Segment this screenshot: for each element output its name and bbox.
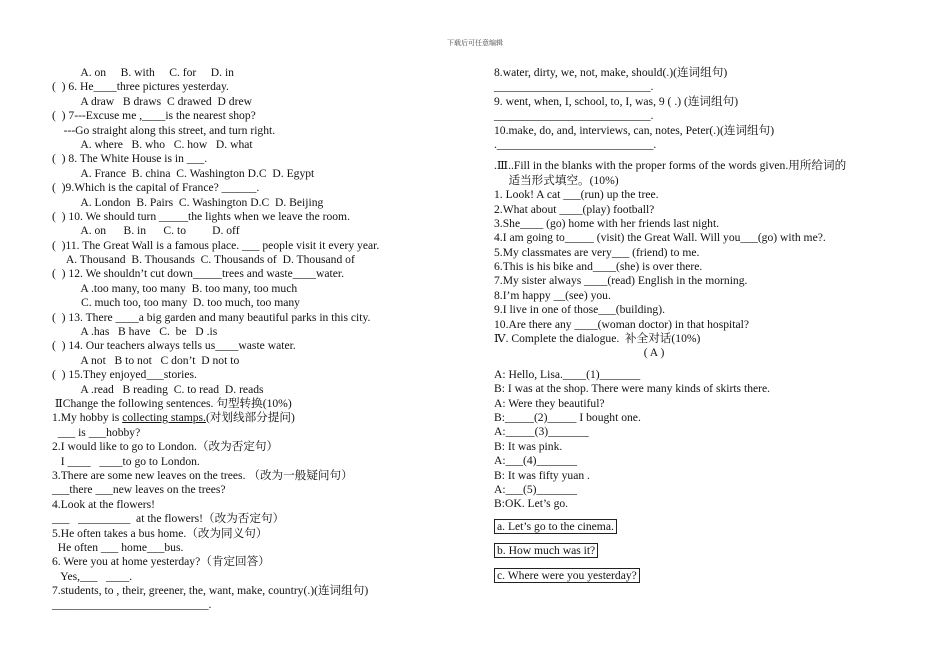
- dialogue-line-8: B: It was fifty yuan .: [494, 468, 590, 482]
- q7-options: A. where B. who C. how D. what: [52, 137, 253, 151]
- question-7: ( ) 7---Excuse me ,____is the nearest shop?: [52, 109, 256, 123]
- right-column: [494, 66, 914, 582]
- q10-options: A. on B. in C. to D. off: [52, 224, 240, 238]
- fill-8: 8.I’m happy __(see) you.: [494, 288, 611, 302]
- fill-1: 1. Look! A cat ___(run) up the tree.: [494, 188, 659, 202]
- question-15: ( ) 15.They enjoyed___stories.: [52, 368, 197, 382]
- q12-options-ab: A .too many, too many B. too many, too much: [52, 281, 298, 295]
- q8-options: A. France B. china C. Washington D.C D. Egypt: [52, 166, 315, 180]
- transform-4-answer: ___ _________ at the flowers!（改为否定句）: [52, 512, 285, 526]
- option-b: b. How much was it?: [494, 543, 598, 558]
- transform-6-answer: Yes,___ ____.: [52, 569, 133, 583]
- question-9: ( )9.Which is the capital of France? ______.: [52, 181, 260, 195]
- dialogue-line-9: A:___(5)_______: [494, 482, 578, 496]
- fill-5: 5.My classmates are very___ (friend) to me.: [494, 245, 700, 259]
- reorder-7-answer: ___________________________.: [52, 598, 212, 612]
- transform-5: 5.He often takes a bus home.（改为同义句）: [52, 526, 268, 540]
- dialogue-line-10: B:OK. Let’s go.: [494, 497, 569, 511]
- q14-options: A not B to not C don’t D not to: [52, 353, 240, 367]
- section-4-heading: Ⅳ. Complete the dialogue. 补全对话(10%): [494, 332, 701, 346]
- question-12: ( ) 12. We shouldn’t cut down_____trees and waste____water.: [52, 267, 344, 281]
- fill-7: 7.My sister always ____(read) English in the morning.: [494, 274, 748, 288]
- fill-3: 3.She____ (go) home with her friends last night.: [494, 216, 720, 230]
- page-header: 下载后可任意编辑: [447, 39, 503, 47]
- fill-10: 10.Are there any ____(woman doctor) in that hospital?: [494, 317, 749, 331]
- q9-options: A. London B. Pairs C. Washington D.C D. Beijing: [52, 195, 324, 209]
- q6-options: A draw B draws C drawed D drew: [52, 94, 252, 108]
- transform-4: 4.Look at the flowers!: [52, 497, 156, 511]
- reorder-8: 8.water, dirty, we, not, make, should(.)(连词组句): [494, 66, 728, 79]
- question-11: ( )11. The Great Wall is a famous place. ___ people visit it every year.: [52, 238, 380, 252]
- q13-options: A .has B have C. be D .is: [52, 325, 218, 339]
- option-c: c. Where were you yesterday?: [494, 568, 640, 583]
- reorder-8-answer: ___________________________.: [494, 80, 654, 94]
- reorder-9-answer: ___________________________.: [494, 109, 654, 123]
- q5-options: A. on B. with C. for D. in: [52, 66, 234, 79]
- q15-options: A .read B reading C. to read D. reads: [52, 382, 264, 396]
- fill-6: 6.This is his bike and____(she) is over there.: [494, 260, 703, 274]
- transform-3-answer: ___there ___new leaves on the trees?: [52, 483, 226, 497]
- dialogue-line-2: B: I was at the shop. There were many kinds of skirts there.: [494, 382, 771, 396]
- fill-2: 2.What about ____(play) football?: [494, 202, 655, 216]
- fill-9: 9.I live in one of those___(building).: [494, 303, 665, 317]
- dialogue-line-5: A:_____(3)_______: [494, 425, 589, 439]
- option-a: a. Let’s go to the cinema.: [494, 519, 617, 534]
- section-3-heading: .Ⅲ..Fill in the blanks with the proper forms of the words given.用所给词的: [494, 159, 847, 173]
- question-6: ( ) 6. He____three pictures yesterday.: [52, 80, 229, 94]
- question-10: ( ) 10. We should turn _____the lights when we leave the room.: [52, 209, 350, 223]
- dialogue-line-3: A: Were they beautiful?: [494, 396, 605, 410]
- dialogue-line-1: A: Hello, Lisa.____(1)_______: [494, 367, 641, 381]
- question-13: ( ) 13. There ____a big garden and many beautiful parks in this city.: [52, 310, 371, 324]
- reorder-10: 10.make, do, and, interviews, can, notes, Peter(.)(连词组句): [494, 123, 775, 137]
- dialogue-line-4: B:_____(2)_____ I bought one.: [494, 410, 641, 424]
- reorder-9: 9. went, when, I, school, to, I, was, 9 ( .) (连词组句): [494, 94, 739, 108]
- question-14: ( ) 14. Our teachers always tells us____waste water.: [52, 339, 296, 353]
- transform-3: 3.There are some new leaves on the trees. （改为一般疑问句）: [52, 468, 353, 482]
- transform-6: 6. Were you at home yesterday?（肯定回答）: [52, 555, 270, 569]
- dialogue-label: ( A ): [643, 346, 665, 360]
- question-8: ( ) 8. The White House is in ___.: [52, 152, 208, 166]
- section-2-heading: ⅡChange the following sentences. 句型转换(10%): [52, 396, 292, 410]
- section-3-heading-cont: 适当形式填空。(10%): [494, 173, 619, 187]
- dialogue-line-7: A:___(4)_______: [494, 454, 578, 468]
- q12-options-cd: C. much too, too many D. too much, too many: [52, 296, 300, 310]
- transform-1-answer: ___ is ___hobby?: [52, 425, 141, 439]
- fill-4: 4.I am going to_____ (visit) the Great Wall. Will you___(go) with me?.: [494, 231, 826, 245]
- q7-reply: ---Go straight along this street, and turn right.: [52, 123, 276, 137]
- transform-2-answer: I ____ ____to go to London.: [52, 454, 200, 468]
- dialogue-line-6: B: It was pink.: [494, 439, 563, 453]
- transform-5-answer: He often ___ home___bus.: [52, 540, 184, 554]
- transform-1: 1.My hobby is collecting stamps.(对划线部分提问): [52, 411, 295, 425]
- reorder-7: 7.students, to , their, greener, the, want, make, country(.)(连词组句): [52, 584, 369, 598]
- underlined-phrase: collecting stamps.: [122, 411, 206, 425]
- transform-2: 2.I would like to go to London.（改为否定句）: [52, 440, 279, 454]
- left-column: [52, 66, 452, 613]
- reorder-10-answer: .___________________________.: [494, 137, 657, 151]
- q11-options: A. Thousand B. Thousands C. Thousands of D. Thousand of: [52, 253, 355, 267]
